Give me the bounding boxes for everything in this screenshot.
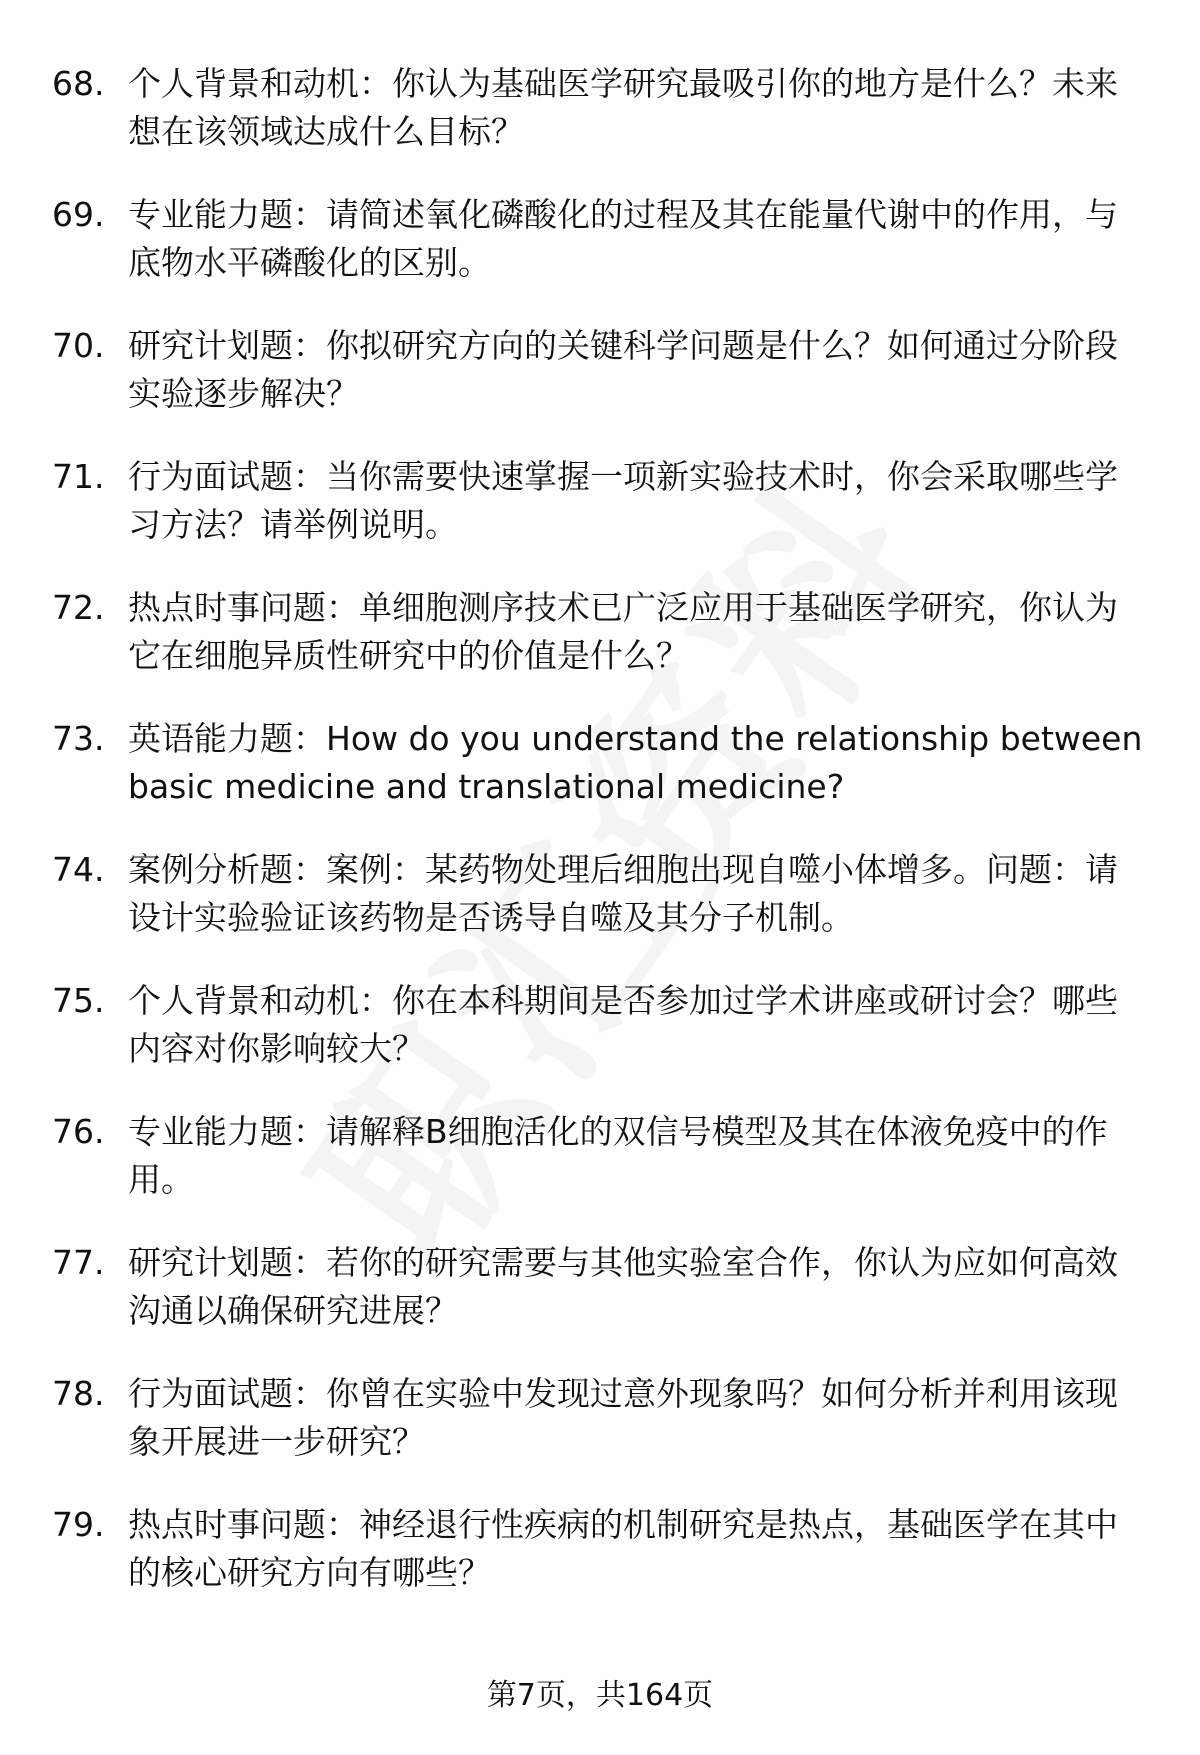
question-number: 72. xyxy=(52,588,105,627)
question-number: 75. xyxy=(52,981,105,1020)
question-number: 68. xyxy=(52,64,105,103)
page-number: 第7页，共164页 xyxy=(486,1678,714,1713)
question-text: 案例分析题：案例：某药物处理后细胞出现自噬小体增多。问题：请设计实验验证该药物是否诱导自噬及其分子机制。 xyxy=(128,850,1118,937)
question-item xyxy=(52,846,1152,977)
question-item xyxy=(52,60,1152,191)
question-number: 69. xyxy=(52,195,105,234)
question-number: 71. xyxy=(52,457,105,496)
question-text: 热点时事问题：单细胞测序技术已广泛应用于基础医学研究，你认为它在细胞异质性研究中的价值是什么？ xyxy=(128,588,1118,675)
question-number: 76. xyxy=(52,1112,105,1151)
question-item xyxy=(52,584,1152,715)
question-text: 个人背景和动机：你在本科期间是否参加过学术讲座或研讨会？哪些内容对你影响较大？ xyxy=(128,981,1118,1068)
question-item xyxy=(52,1501,1152,1632)
question-text: 英语能力题：How do you understand the relationship between basic medicine and translational medicine? xyxy=(128,719,1143,806)
question-item xyxy=(52,1239,1152,1370)
question-item xyxy=(52,1108,1152,1239)
question-number: 77. xyxy=(52,1243,105,1282)
question-text: 行为面试题：你曾在实验中发现过意外现象吗？如何分析并利用该现象开展进一步研究？ xyxy=(128,1374,1118,1461)
question-item xyxy=(52,1370,1152,1501)
question-text: 行为面试题：当你需要快速掌握一项新实验技术时，你会采取哪些学习方法？请举例说明。 xyxy=(128,457,1118,544)
question-item xyxy=(52,977,1152,1108)
question-number: 70. xyxy=(52,326,105,365)
question-text: 研究计划题：若你的研究需要与其他实验室合作，你认为应如何高效沟通以确保研究进展？ xyxy=(128,1243,1118,1330)
question-item xyxy=(52,715,1152,846)
question-text: 专业能力题：请简述氧化磷酸化的过程及其在能量代谢中的作用，与底物水平磷酸化的区别。 xyxy=(128,195,1118,282)
question-text: 研究计划题：你拟研究方向的关键科学问题是什么？如何通过分阶段实验逐步解决？ xyxy=(128,326,1118,413)
question-number: 78. xyxy=(52,1374,105,1413)
question-number: 79. xyxy=(52,1505,105,1544)
question-item xyxy=(52,453,1152,584)
question-item xyxy=(52,322,1152,453)
question-number: 73. xyxy=(52,719,105,758)
question-text: 个人背景和动机：你认为基础医学研究最吸引你的地方是什么？未来想在该领域达成什么目标？ xyxy=(128,64,1118,151)
question-item xyxy=(52,191,1152,322)
question-text: 热点时事问题：神经退行性疾病的机制研究是热点，基础医学在其中的核心研究方向有哪些？ xyxy=(128,1505,1118,1592)
question-number: 74. xyxy=(52,850,105,889)
question-list xyxy=(52,60,1152,1632)
question-text: 专业能力题：请解释B细胞活化的双信号模型及其在体液免疫中的作用。 xyxy=(128,1112,1108,1199)
